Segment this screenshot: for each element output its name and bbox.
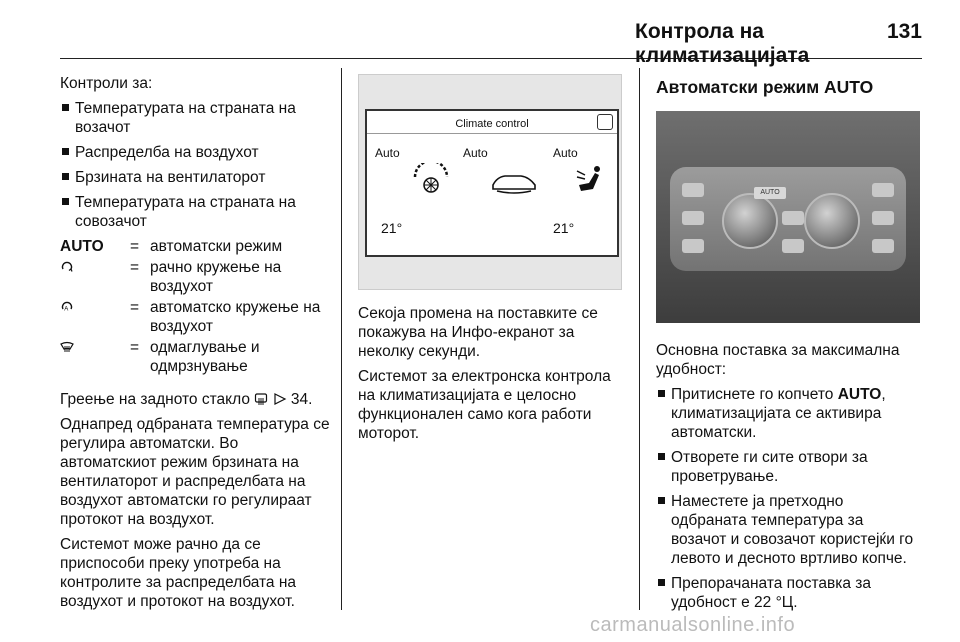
column-right <box>656 78 922 618</box>
page-reference-icon <box>273 392 287 406</box>
temperature-left: 21° <box>381 220 403 236</box>
paragraph: Однапред одбраната температура се регулира автоматски. Во автоматскиот режим брзината на вентилаторот и распределбата на воздухот автоматски го регулираат протокот на воздухот. <box>60 416 330 528</box>
temperature-right: 21° <box>553 220 575 236</box>
fan-speed-icon <box>411 163 451 197</box>
auto-label: Auto <box>553 146 578 160</box>
left-temperature-knob <box>722 193 778 249</box>
symbol-definitions <box>60 237 332 376</box>
definition-row: = рачно кружење на воздухот <box>60 258 332 296</box>
rear-window-heat-icon <box>254 392 268 406</box>
column-left <box>60 74 332 617</box>
paragraph: Секоја промена на поставките се покажува на Инфо-екранот за неколку секунди. <box>358 305 598 360</box>
info-display-figure <box>358 74 622 290</box>
paragraph: Системот може рачно да се приспособи преку употреба на контролите за распределбата на воздухот и протокот на воздухот. <box>60 536 297 610</box>
column-divider <box>639 68 640 610</box>
defrost-icon <box>60 340 74 354</box>
list-item: Температурата на страната на совозачот <box>60 193 332 231</box>
section-heading: Автоматски режим AUTO <box>656 77 874 97</box>
definition-row: A = автоматско кружење на воздухот <box>60 298 332 336</box>
list-item: Распределба на воздухот <box>60 143 332 162</box>
definition-text: рачно кружење на воздухот <box>150 259 282 295</box>
list-item: Отворете ги сите отвори за проветрување. <box>656 448 922 486</box>
definition-row: AUTO = автоматски режим <box>60 237 332 256</box>
column-divider <box>341 68 342 610</box>
page-number: 131 <box>886 20 922 43</box>
recirculation-car-icon <box>487 171 541 195</box>
auto-button: AUTO <box>754 187 786 199</box>
paragraph: Основна поставка за максимална удобност: <box>656 342 900 378</box>
auto-label: Auto <box>375 146 400 160</box>
steps-list <box>656 385 922 612</box>
rear-heat-line: Греење на задното стакло 34. <box>60 391 313 408</box>
paragraph: Системот за електронска контрола на климатизацијата е целосно функционален само кога работи моторот. <box>358 368 611 442</box>
definition-row: = одмаглување и одмрзнување <box>60 338 332 376</box>
list-item: Температурата на страната на возачот <box>60 99 332 137</box>
list-item: Наместете ја претходно одбраната температура за возачот и совозачот користејќи го левото и десното вртливо копче. <box>656 492 922 568</box>
auto-recirculation-icon <box>60 300 74 314</box>
definition-text: автоматско кружење на воздухот <box>150 299 321 335</box>
controls-intro: Контроли за: <box>60 75 153 92</box>
page-title: Контрола на климатизацијата <box>635 20 810 67</box>
manual-recirculation-icon <box>60 260 74 274</box>
climate-display <box>365 109 619 257</box>
climate-panel-photo <box>656 111 920 323</box>
air-distribution-icon <box>575 163 605 197</box>
list-item: Препорачаната поставка за удобност е 22 °Ц. <box>656 574 922 612</box>
page-reference[interactable]: 34. <box>290 391 313 408</box>
auto-term: AUTO <box>60 238 104 255</box>
auto-label: Auto <box>463 146 488 160</box>
definition-text: автоматски режим <box>150 238 283 255</box>
watermark: carmanualsonline.info <box>590 614 796 636</box>
svg-text:A: A <box>64 306 69 313</box>
right-temperature-knob <box>804 193 860 249</box>
list-item: Притиснете го копчето AUTO, климатизацијата се активира автоматски. <box>656 385 922 442</box>
display-title: Climate control <box>455 118 529 130</box>
definition-text: одмаглување и одмрзнување <box>150 339 260 375</box>
list-item: Брзината на вентилаторот <box>60 168 332 187</box>
column-middle <box>358 74 628 449</box>
controls-list <box>60 99 332 231</box>
settings-icon <box>597 114 613 130</box>
page-header <box>60 0 922 67</box>
